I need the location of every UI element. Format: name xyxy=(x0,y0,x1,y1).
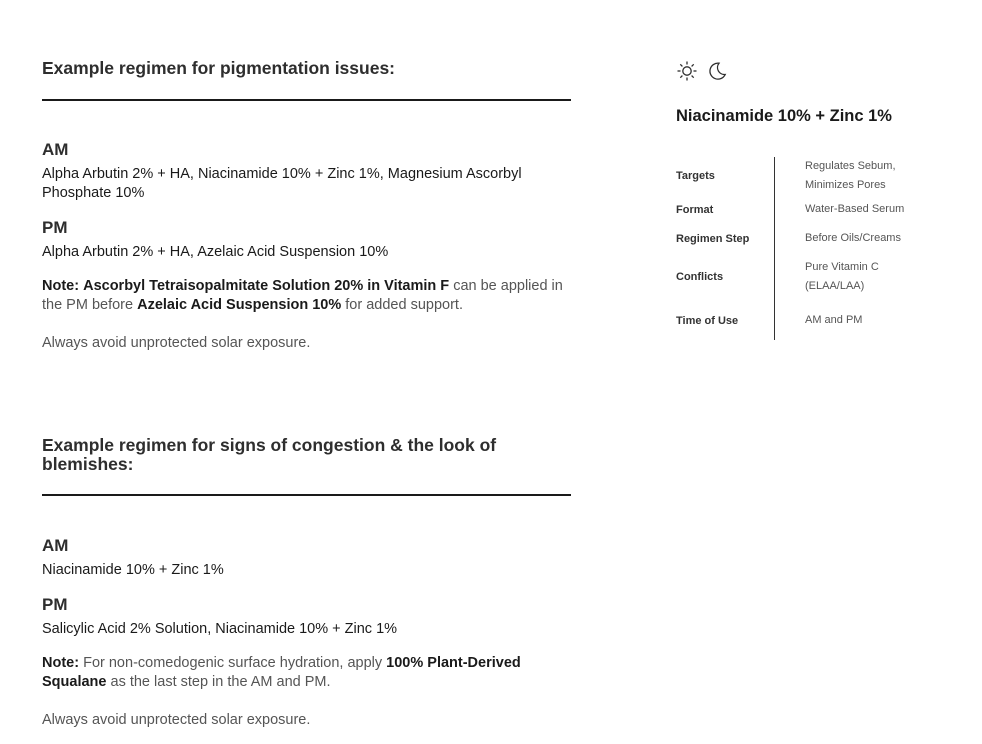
separator: , xyxy=(189,244,194,260)
info-key: Format xyxy=(676,203,714,216)
sun-icon xyxy=(676,60,698,82)
note-text: as the last step in the AM and PM. xyxy=(110,674,331,690)
info-value-line: AM and PM xyxy=(805,314,863,326)
product-link[interactable]: Salicylic Acid 2% Solution xyxy=(42,621,208,637)
regimen-2-pm-products xyxy=(42,620,571,639)
regimen-1-divider xyxy=(42,99,571,101)
regimen-1-title: Example regimen for pigmentation issues: xyxy=(42,58,395,78)
regimen-1-pm-products xyxy=(42,243,571,262)
moon-icon xyxy=(706,60,728,82)
info-row-time-of-use xyxy=(676,301,966,340)
info-value xyxy=(775,200,945,219)
note-label: Note: xyxy=(42,655,80,671)
product-link[interactable]: 100% Plant-Derived Squalane xyxy=(42,655,521,690)
info-value xyxy=(775,157,945,195)
regimen-1-note xyxy=(42,277,571,315)
info-row-targets xyxy=(676,157,966,195)
info-key: Time of Use xyxy=(676,314,739,327)
info-key: Regimen Step xyxy=(676,232,750,245)
regimen-1-warning: Always avoid unprotected solar exposure. xyxy=(42,335,311,351)
product-link[interactable]: Magnesium Ascorbyl Phosphate 10% xyxy=(42,166,522,201)
regimen-1-am-label: AM xyxy=(42,140,69,159)
info-value xyxy=(775,258,945,296)
regimen-1-pm-label: PM xyxy=(42,218,68,237)
product-link[interactable]: Alpha Arbutin 2% + HA xyxy=(42,166,190,182)
product-link[interactable]: Azelaic Acid Suspension 10% xyxy=(197,244,389,260)
info-row-conflicts xyxy=(676,253,966,301)
info-value xyxy=(775,311,945,330)
note-label: Note: xyxy=(42,278,80,294)
time-of-use-icons xyxy=(676,60,728,82)
product-link[interactable]: Niacinamide 10% + Zinc 1% xyxy=(197,166,380,182)
info-value-line: Regulates Sebum, xyxy=(805,160,896,172)
note-text: For non-comedogenic surface hydration, apply xyxy=(83,655,383,671)
product-info-table xyxy=(676,157,966,340)
separator: , xyxy=(189,166,194,182)
info-key: Conflicts xyxy=(676,271,724,283)
product-link[interactable]: Niacinamide 10% + Zinc 1% xyxy=(42,562,224,578)
info-value xyxy=(775,229,945,248)
info-value-line: Pure Vitamin C xyxy=(805,261,879,273)
info-value-line: Before Oils/Creams xyxy=(805,232,901,244)
regimen-2-am-label: AM xyxy=(42,536,69,555)
regimen-2-divider xyxy=(42,494,571,496)
info-value-line: Minimizes Pores xyxy=(805,179,886,191)
regimen-2-note xyxy=(42,654,571,692)
product-title: Niacinamide 10% + Zinc 1% xyxy=(676,107,892,125)
info-value-line: Water-Based Serum xyxy=(805,203,905,215)
info-row-regimen-step xyxy=(676,224,966,253)
info-row-format xyxy=(676,195,966,224)
info-value-line: (ELAA/LAA) xyxy=(805,280,865,292)
product-link[interactable]: Azelaic Acid Suspension 10% xyxy=(137,297,342,313)
regimen-2-am-products xyxy=(42,561,571,580)
product-link[interactable]: Alpha Arbutin 2% + HA xyxy=(42,244,190,260)
product-link[interactable]: Niacinamide 10% + Zinc 1% xyxy=(215,621,398,637)
note-text: can be applied in the PM before xyxy=(42,278,563,313)
regimen-2-pm-label: PM xyxy=(42,595,68,614)
note-text: for added support. xyxy=(345,297,463,313)
regimen-2-warning: Always avoid unprotected solar exposure. xyxy=(42,712,311,728)
separator: , xyxy=(379,166,384,182)
info-key: Targets xyxy=(676,170,715,182)
product-link[interactable]: Ascorbyl Tetraisopalmitate Solution 20% in Vitamin F xyxy=(83,278,450,294)
regimen-2-title: Example regimen for signs of congestion & the look of blemishes: xyxy=(42,435,497,474)
regimen-1-am-products xyxy=(42,165,571,203)
separator: , xyxy=(207,621,212,637)
